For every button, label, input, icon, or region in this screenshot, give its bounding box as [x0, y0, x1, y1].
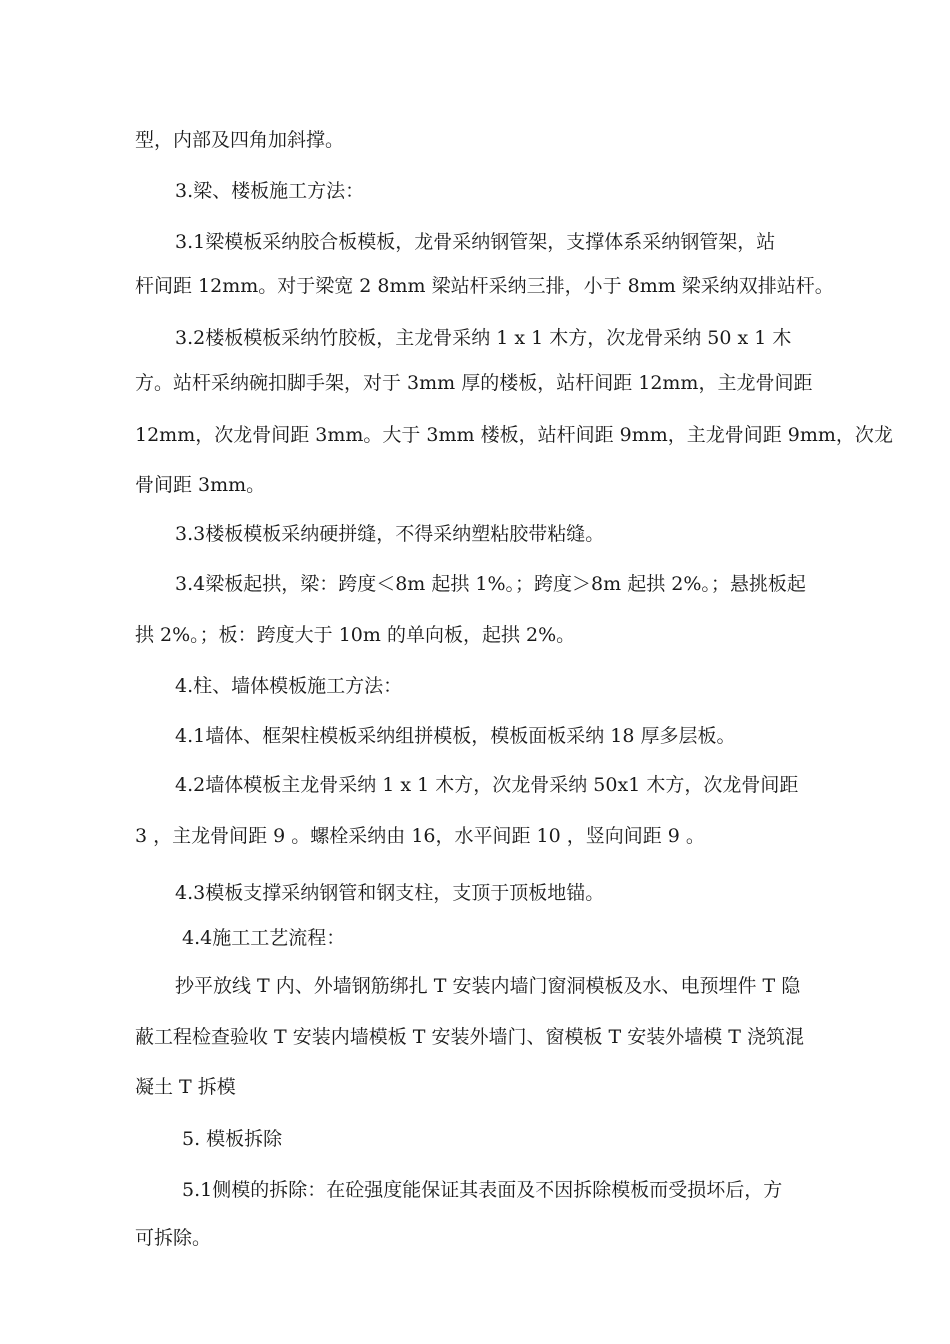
- paragraph-line: 可拆除。: [135, 1227, 212, 1249]
- paragraph-line: 凝土 T 拆模: [135, 1076, 236, 1098]
- paragraph-line: 4.2墙体模板主龙骨采纳 1 x 1 木方，次龙骨采纳 50x1 木方，次龙骨间距: [175, 774, 799, 796]
- paragraph-line: 蔽工程检查验收 T 安装内墙模板 T 安装外墙门、窗模板 T 安装外墙模 T 浇筑混: [135, 1026, 805, 1048]
- paragraph-line: 4.3模板支撑采纳钢管和钢支柱，支顶于顶板地锚。: [175, 882, 605, 904]
- paragraph-line: 3.3楼板模板采纳硬拼缝，不得采纳塑粘胶带粘缝。: [175, 523, 605, 545]
- paragraph-line: 5.1侧模的拆除：在砼强度能保证其表面及不因拆除模板而受损坏后，方: [182, 1179, 783, 1201]
- paragraph-line: 抄平放线 T 内、外墙钢筋绑扎 T 安装内墙门窗洞模板及水、电预埋件 T 隐: [175, 975, 801, 997]
- paragraph-line: 拱 2%。；板：跨度大于 10m 的单向板，起拱 2%。: [135, 624, 576, 646]
- section-heading: 4.4施工工艺流程：: [182, 927, 346, 949]
- section-heading: 4.柱、墙体模板施工方法：: [175, 675, 403, 697]
- paragraph-line: 3.2楼板模板采纳竹胶板，主龙骨采纳 1 x 1 木方，次龙骨采纳 50 x 1 木: [175, 327, 792, 349]
- paragraph-line: 杆间距 12mm。对于梁宽 2 8mm 梁站杆采纳三排，小于 8mm 梁采纳双排站杆。: [135, 275, 834, 297]
- paragraph-line: 4.1墙体、框架柱模板采纳组拼模板，模板面板采纳 18 厚多层板。: [175, 725, 736, 747]
- section-heading: 5. 模板拆除: [182, 1128, 283, 1150]
- paragraph-line: 方。站杆采纳碗扣脚手架，对于 3mm 厚的楼板，站杆间距 12mm，主龙骨间距: [135, 372, 813, 394]
- section-heading: 3.梁、楼板施工方法：: [175, 180, 365, 202]
- paragraph-line: 12mm，次龙骨间距 3mm。大于 3mm 楼板，站杆间距 9mm，主龙骨间距 9mm，次龙: [135, 424, 893, 446]
- paragraph-line: 3.4梁板起拱，梁：跨度＜8m 起拱 1%。；跨度＞8m 起拱 2%。；悬挑板起: [175, 573, 806, 595]
- paragraph-line: 3.1梁模板采纳胶合板模板，龙骨采纳钢管架，支撑体系采纳钢管架，站: [175, 231, 776, 253]
- paragraph-line: 骨间距 3mm。: [135, 474, 266, 496]
- paragraph-line: 3 ，主龙骨间距 9 。螺栓采纳由 16，水平间距 10 ，竖向间距 9 。: [135, 825, 705, 847]
- paragraph-line: 型，内部及四角加斜撑。: [135, 129, 345, 151]
